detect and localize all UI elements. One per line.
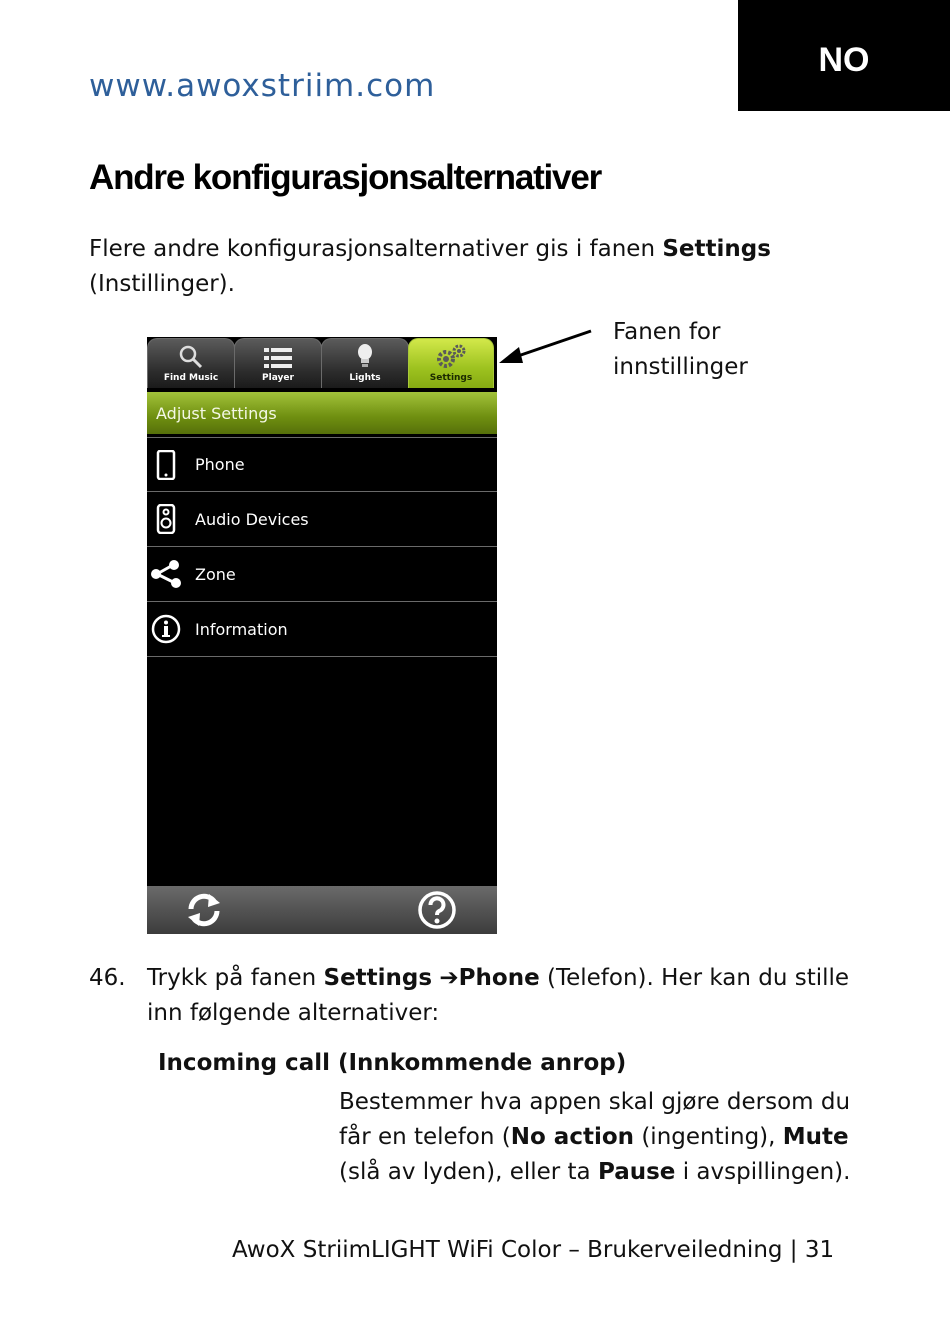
term-mute-bold: Mute	[782, 1124, 849, 1150]
share-icon	[149, 557, 183, 591]
menu-item-label: Phone	[195, 455, 245, 474]
bulb-icon	[356, 343, 374, 369]
menu-item-label: Information	[195, 619, 288, 639]
tab-label: Settings	[429, 373, 473, 383]
gears-icon	[434, 343, 468, 369]
list-icon	[264, 347, 292, 369]
term-desc-1: Bestemmer hva appen skal gjøre dersom du får en telefon (	[339, 1089, 851, 1150]
app-screenshot	[147, 337, 497, 934]
info-icon	[149, 612, 183, 646]
tab-bar	[147, 337, 497, 388]
language-badge	[738, 0, 950, 111]
term-title: Incoming call (Innkommende anrop)	[158, 1050, 627, 1076]
step-text-2: (Telefon). Her kan du stille inn følgende alternativer:	[147, 965, 850, 1026]
callout-line-1: Fanen for	[613, 319, 721, 345]
term-pause-bold: Pause	[597, 1159, 676, 1185]
term-description	[339, 1085, 879, 1190]
intro-paragraph	[89, 232, 809, 302]
term-desc-4: i avspillingen).	[675, 1159, 851, 1185]
tab-player[interactable]	[234, 338, 322, 388]
step-settings-bold: Settings	[323, 965, 433, 991]
settings-menu	[147, 437, 497, 657]
phone-icon	[149, 448, 183, 482]
tab-label: Player	[262, 373, 294, 383]
adjust-settings-label: Adjust Settings	[156, 403, 277, 423]
step-number: 46.	[89, 965, 126, 991]
adjust-settings-header	[147, 392, 497, 434]
help-icon[interactable]	[417, 890, 457, 930]
speaker-icon	[149, 502, 183, 536]
intro-text: Flere andre konfigurasjonsalternativer gis i fanen	[89, 236, 663, 262]
callout-arrow-icon	[495, 325, 595, 370]
tab-label: Lights	[349, 373, 381, 383]
menu-item-label: Audio Devices	[195, 509, 309, 529]
intro-text-after: (Instillinger).	[89, 271, 235, 297]
search-icon	[178, 345, 204, 369]
step-phone-bold: Phone	[458, 965, 540, 991]
callout-label	[613, 315, 833, 385]
tab-lights[interactable]	[321, 338, 409, 388]
page-footer: AwoX StriimLIGHT WiFi Color – Brukerveiledning | 31	[232, 1237, 835, 1263]
step-text-1: Trykk på fanen	[147, 965, 324, 991]
intro-settings-bold: Settings	[662, 236, 771, 262]
callout-line-2: innstillinger	[613, 354, 748, 380]
section-heading: Andre konfigurasjonsalternativer	[89, 158, 602, 197]
menu-item-information[interactable]	[147, 602, 497, 657]
language-code: NO	[818, 41, 870, 79]
website-url: www.awoxstriim.com	[89, 68, 436, 104]
step-text	[147, 961, 867, 1031]
term-desc-3: (slå av lyden), eller ta	[339, 1159, 598, 1185]
tab-settings[interactable]	[408, 338, 494, 388]
step-arrow-icon: ➔	[439, 965, 459, 991]
menu-item-audio-devices[interactable]	[147, 492, 497, 547]
refresh-icon[interactable]	[185, 892, 223, 928]
bottom-toolbar	[147, 886, 497, 934]
term-desc-2: (ingenting),	[634, 1124, 783, 1150]
menu-item-zone[interactable]	[147, 547, 497, 602]
tab-label: Find Music	[163, 373, 219, 383]
menu-item-label: Zone	[195, 564, 236, 584]
tab-find-music[interactable]	[147, 338, 235, 388]
term-no-action-bold: No action	[510, 1124, 635, 1150]
menu-item-phone[interactable]	[147, 437, 497, 492]
